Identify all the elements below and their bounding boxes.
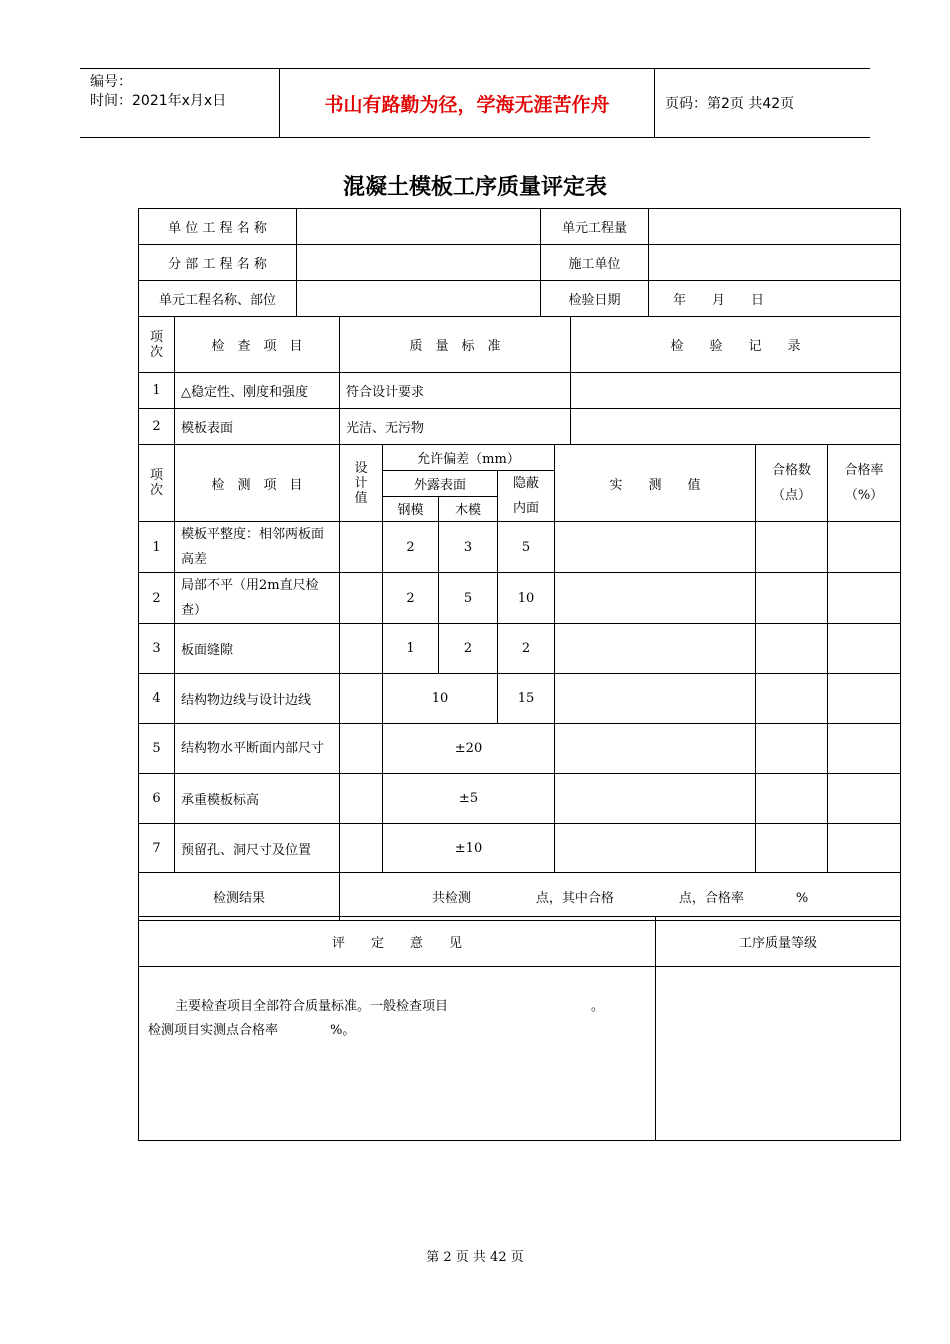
measure-item: 结构物水平断面内部尺寸 [175, 724, 340, 774]
measure-item: 预留孔、洞尺寸及位置 [175, 824, 340, 873]
pass-count-header: 合格数（点） [756, 445, 828, 522]
check-index: 2 [139, 409, 175, 445]
check-record[interactable] [571, 409, 901, 445]
measure-item-header: 检 测 项 目 [175, 445, 340, 522]
page-header [80, 68, 870, 138]
hidden-tolerance: 15 [498, 674, 555, 724]
steel-tolerance: 1 [383, 624, 439, 674]
design-value-header: 设计值 [340, 445, 383, 522]
measure-index: 4 [139, 674, 175, 724]
info-table [138, 208, 901, 317]
document-title: 混凝土模板工序质量评定表 [342, 174, 607, 200]
design-value[interactable] [340, 724, 383, 774]
actual-value[interactable] [555, 674, 756, 724]
design-value[interactable] [340, 522, 383, 573]
pass-rate[interactable] [828, 573, 901, 624]
table-row [139, 573, 901, 624]
header-meta [80, 69, 280, 137]
inspection-date-label: 检验日期 [541, 281, 649, 317]
sub-project-name-label: 分 部 工 程 名 称 [139, 245, 297, 281]
measure-item: 模板平整度：相邻两板面高差 [175, 522, 340, 573]
opinion-line1: 主要检查项目全部符合质量标准。一般检查项目 。 [175, 999, 605, 1014]
opinion-line2: 检测项目实测点合格率 %。 [148, 1023, 356, 1038]
wood-form-header: 木模 [439, 496, 498, 522]
unit-project-name-value[interactable] [297, 209, 541, 245]
opinion-table [138, 916, 901, 1141]
measure-index: 6 [139, 774, 175, 824]
measure-table [138, 444, 901, 921]
measure-item: 承重模板标高 [175, 774, 340, 824]
steel-form-header: 钢模 [383, 496, 439, 522]
result-text[interactable]: 共检测 点，其中合格 点，合格率 % [340, 873, 901, 921]
pass-rate[interactable] [828, 724, 901, 774]
measure-index-header: 项次 [139, 445, 175, 522]
number-label: 编号： [90, 74, 132, 90]
table-row [139, 409, 901, 445]
tolerance-header: 允许偏差（mm） [383, 445, 555, 471]
pass-rate[interactable] [828, 522, 901, 573]
check-index: 1 [139, 373, 175, 409]
pass-count[interactable] [756, 573, 828, 624]
pass-rate[interactable] [828, 774, 901, 824]
tolerance-all: ±10 [383, 824, 555, 873]
actual-value[interactable] [555, 624, 756, 674]
pass-count[interactable] [756, 724, 828, 774]
hidden-tolerance: 5 [498, 522, 555, 573]
check-record[interactable] [571, 373, 901, 409]
pass-rate[interactable] [828, 674, 901, 724]
result-label: 检测结果 [139, 873, 340, 921]
table-row [139, 824, 901, 873]
pass-count[interactable] [756, 824, 828, 873]
result-row [139, 873, 901, 921]
pass-count[interactable] [756, 624, 828, 674]
steel-tolerance: 2 [383, 573, 439, 624]
measure-index: 3 [139, 624, 175, 674]
check-item: 模板表面 [175, 409, 340, 445]
design-value[interactable] [340, 674, 383, 724]
measure-index: 5 [139, 724, 175, 774]
unit-quantity-value[interactable] [649, 209, 901, 245]
actual-value-header: 实 测 值 [555, 445, 756, 522]
design-value[interactable] [340, 774, 383, 824]
wood-tolerance: 5 [439, 573, 498, 624]
sub-project-name-value[interactable] [297, 245, 541, 281]
pass-count[interactable] [756, 774, 828, 824]
unit-quantity-label: 单元工程量 [541, 209, 649, 245]
table-row [139, 373, 901, 409]
pass-count[interactable] [756, 674, 828, 724]
check-item: △稳定性、刚度和强度 [175, 373, 340, 409]
actual-value[interactable] [555, 573, 756, 624]
table-row [139, 674, 901, 724]
exposed-tolerance: 10 [383, 674, 498, 724]
opinion-label: 评 定 意 见 [139, 917, 656, 967]
steel-tolerance: 2 [383, 522, 439, 573]
unit-project-name-label: 单 位 工 程 名 称 [139, 209, 297, 245]
table-row [139, 724, 901, 774]
grade-value[interactable] [656, 967, 901, 1141]
measure-item: 局部不平（用2m直尺检查） [175, 573, 340, 624]
construction-unit-label: 施工单位 [541, 245, 649, 281]
tolerance-all: ±20 [383, 724, 555, 774]
wood-tolerance: 3 [439, 522, 498, 573]
measure-index: 1 [139, 522, 175, 573]
check-standard: 光洁、无污物 [340, 409, 571, 445]
time-label: 时间：2021年x月x日 [90, 93, 227, 109]
construction-unit-value[interactable] [649, 245, 901, 281]
check-item-header: 检 查 项 目 [175, 317, 340, 373]
design-value[interactable] [340, 624, 383, 674]
element-name-label: 单元工程名称、部位 [139, 281, 297, 317]
inspection-date-value[interactable]: 年 月 日 [649, 281, 901, 317]
wood-tolerance: 2 [439, 624, 498, 674]
exposed-surface-header: 外露表面 [383, 471, 498, 497]
hidden-surface-header: 隐蔽内面 [498, 471, 555, 522]
pass-rate[interactable] [828, 824, 901, 873]
pass-count[interactable] [756, 522, 828, 573]
check-record-header: 检 验 记 录 [571, 317, 901, 373]
tolerance-all: ±5 [383, 774, 555, 824]
table-row [139, 624, 901, 674]
measure-item: 结构物边线与设计边线 [175, 674, 340, 724]
measure-item: 板面缝隙 [175, 624, 340, 674]
pass-rate[interactable] [828, 624, 901, 674]
header-motto: 书山有路勤为径，学海无涯苦作舟 [280, 69, 655, 137]
opinion-text[interactable] [139, 967, 656, 1141]
actual-value[interactable] [555, 522, 756, 573]
pass-rate-header: 合格率（%） [828, 445, 901, 522]
table-row [139, 774, 901, 824]
table-row [139, 522, 901, 573]
actual-value[interactable] [555, 824, 756, 873]
design-value[interactable] [340, 573, 383, 624]
check-table [138, 316, 901, 445]
measure-index: 7 [139, 824, 175, 873]
actual-value[interactable] [555, 774, 756, 824]
page-footer: 第 2 页 共 42 页 [426, 1250, 524, 1265]
element-name-value[interactable] [297, 281, 541, 317]
hidden-tolerance: 10 [498, 573, 555, 624]
check-standard-header: 质 量 标 准 [340, 317, 571, 373]
check-index-header: 项次 [139, 317, 175, 373]
design-value[interactable] [340, 824, 383, 873]
grade-label: 工序质量等级 [656, 917, 901, 967]
hidden-tolerance: 2 [498, 624, 555, 674]
actual-value[interactable] [555, 724, 756, 774]
measure-index: 2 [139, 573, 175, 624]
header-page-info: 页码：第2页 共42页 [665, 96, 795, 112]
check-standard: 符合设计要求 [340, 373, 571, 409]
